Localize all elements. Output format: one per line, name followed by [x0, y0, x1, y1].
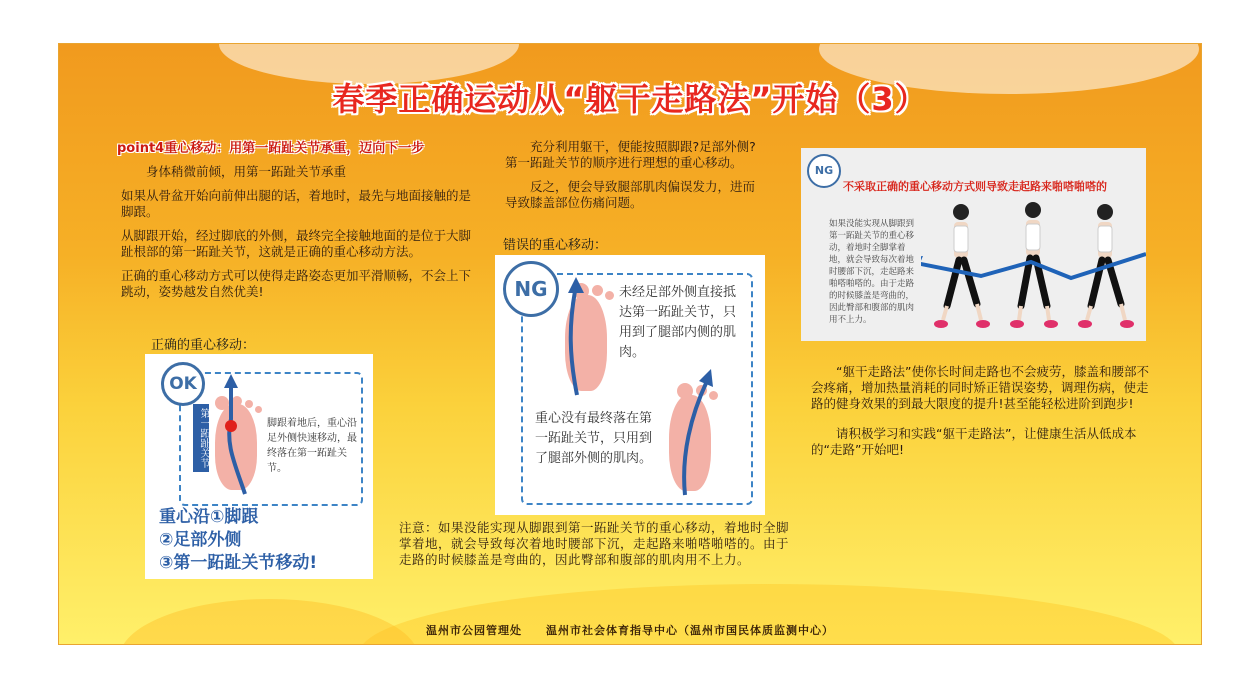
photo-ng-badge: NG [807, 154, 841, 188]
left-column [121, 164, 471, 308]
photo-description: 如果没能实现从脚跟到第一跖趾关节的重心移动，着地时全脚掌着地，就会导致每次着地时腰部下沉，走起路来啪嗒啪嗒的。由于走路的时候膝盖是弯曲的，因此臀部和腹部的肌肉用不上力。 [829, 219, 915, 325]
middle-column [505, 139, 767, 219]
paragraph: 身体稍微前倾，用第一跖趾关节承重 [146, 164, 347, 179]
ng-text-2: 重心没有最终落在第一跖趾关节，只用到了腿部外侧的肌肉。 [535, 411, 653, 466]
right-column [811, 364, 1149, 466]
paragraph: 正确的重心移动方式可以使得走路姿态更加平滑顺畅，不会上下跳动，姿势越发自然优美! [121, 268, 472, 299]
paragraph: “躯干走路法”使你长时间走路也不会疲劳，膝盖和腰部不会疼痛，增加热量消耗的同时矫正错误姿势，调理伤病，使走路的健身效果的到最大限度的提升!甚至能轻松进阶到跑步! [811, 364, 1149, 411]
weight-path-arrow [205, 374, 275, 504]
correct-label: 正确的重心移动： [151, 338, 256, 353]
page-title: 春季正确运动从“躯干走路法”开始（3） [332, 80, 928, 118]
note-text: 注意：如果没能实现从脚跟到第一跖趾关节的重心移动，着地时全脚掌着地，就会导致每次着地时腰部下沉，走起路来啪嗒啪嗒的。由于走路的时候膝盖是弯曲的，因此臀部和腹部的肌肉用不上力。 [399, 520, 790, 567]
paragraph: 充分利用躯干，便能按照脚跟?足部外侧?第一跖趾关节的顺序进行理想的重心移动。 [505, 139, 756, 170]
ok-card [145, 354, 373, 579]
ok-summary-2: ②足部外侧 [159, 530, 242, 550]
wrong-label: 错误的重心移动： [503, 238, 608, 253]
ng-card [495, 255, 765, 515]
walker-photo [921, 196, 1146, 336]
paragraph: 从脚跟开始，经过脚底的外侧，最终完全接触地面的是位于大脚趾根部的第一跖趾关节，这就是正确的重心移动方法。 [121, 228, 472, 259]
photo-card [801, 148, 1146, 341]
footer-credits: 温州市公园管理处 温州市社会体育指导中心（温州市国民体质监测中心） [426, 624, 834, 637]
point-heading: point4重心移动：用第一跖趾关节承重，迈向下一步 [117, 141, 425, 156]
ok-summary-3: ③第一跖趾关节移动! [159, 553, 318, 573]
poster-board [58, 43, 1202, 645]
joint-label: 第一跖趾关节 [193, 404, 209, 472]
ok-badge: OK [161, 362, 205, 406]
photo-heading: 不采取正确的重心移动方式则导致走起路来啪嗒啪嗒的 [843, 180, 1107, 193]
paragraph: 如果从骨盆开始向前伸出腿的话，着地时，最先与地面接触的是脚跟。 [121, 188, 472, 219]
ng-text-1: 未经足部外侧直接抵达第一跖趾关节，只用到了腿部内侧的肌肉。 [619, 285, 737, 360]
ok-description: 脚跟着地后，重心沿足外侧快速移动，最终落在第一跖趾关节。 [267, 418, 357, 474]
paragraph: 请积极学习和实践“躯干走路法”，让健康生活从低成本的“走路”开始吧! [811, 426, 1137, 457]
ng-badge: NG [503, 261, 559, 317]
paragraph: 反之，便会导致腿部肌肉偏误发力，进而导致膝盖部位伤痛问题。 [505, 179, 756, 210]
ok-summary-1: 重心沿①脚跟 [159, 507, 259, 527]
